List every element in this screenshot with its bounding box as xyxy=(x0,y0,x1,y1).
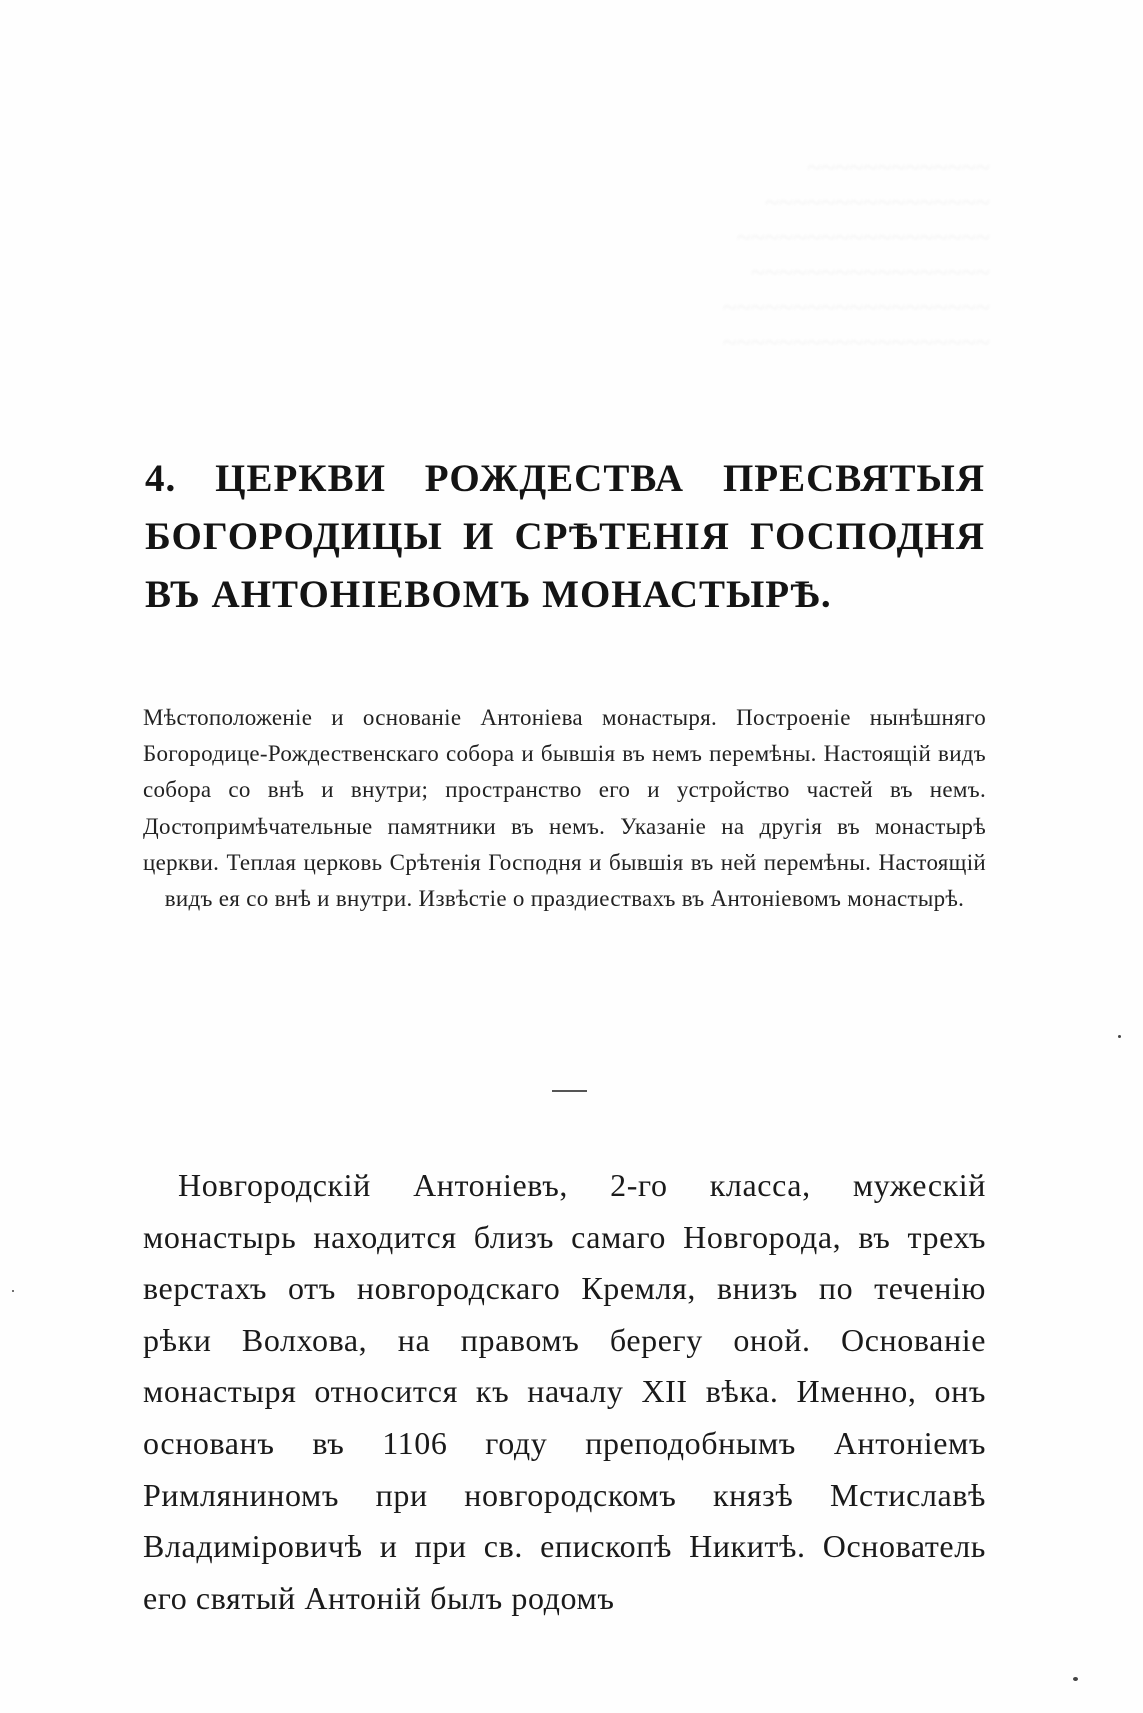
section-separator xyxy=(552,1090,587,1092)
body-paragraph: Новгородскій Антоніевъ, 2-го класса, мужескій монастырь находится близъ самаго Новгорода, въ трехъ верстахъ отъ новгородскаго Кремля, внизъ по теченію рѣки Волхова, на правомъ берегу оной. Основаніе монастыря относится къ началу XII вѣка. Именно, онъ основанъ въ 1106 году преподобнымъ Антоніемъ Римляниномъ при новгородскомъ князѣ Мстиславѣ Владиміровичѣ и при св. епископѣ Никитѣ. Основатель его святый Антоній былъ родомъ xyxy=(143,1167,986,1616)
chapter-synopsis: Мѣстоположеніе и основаніе Антоніева монастыря. Построеніе нынѣшняго Богородице-Рождественскаго собора и бывшія въ немъ перемѣны. Настоящій видъ собора со внѣ и внутри; пространство его и устройство частей въ немъ. Достопримѣчательные памятники въ немъ. Указаніе на другія въ монастырѣ церкви. Теплая церковь Срѣтенія Господня и бывшія въ ней перемѣны. Настоящій видъ ея со внѣ и внутри. Извѣстіе о праздиествахъ въ Антоніевомъ монастырѣ. xyxy=(143,705,986,912)
page-speck xyxy=(1118,1035,1121,1038)
page-speck xyxy=(1073,1677,1078,1681)
page-speck xyxy=(12,1290,14,1292)
chapter-title: 4. ЦЕРКВИ РОЖДЕСТВА ПРЕСВЯТЫЯ БОГОРОДИЦЫ И СРѢТЕНІЯ ГОСПОДНЯ ВЪ АНТОНІЕВОМЪ МОНАСТЫРѢ. xyxy=(145,457,985,616)
show-through-from-reverse-page: ~~~~~~~~~~~~~ ~~~~~~~~~~~~~~~~ ~~~~~~~~~~~~~~~~~~ ~~~~~~~~~~~~~~~~~ ~~~~~~~~~~~~~~~~~~~ ~~~~~~~~~~~~~~~~~~~ xyxy=(722,153,990,357)
